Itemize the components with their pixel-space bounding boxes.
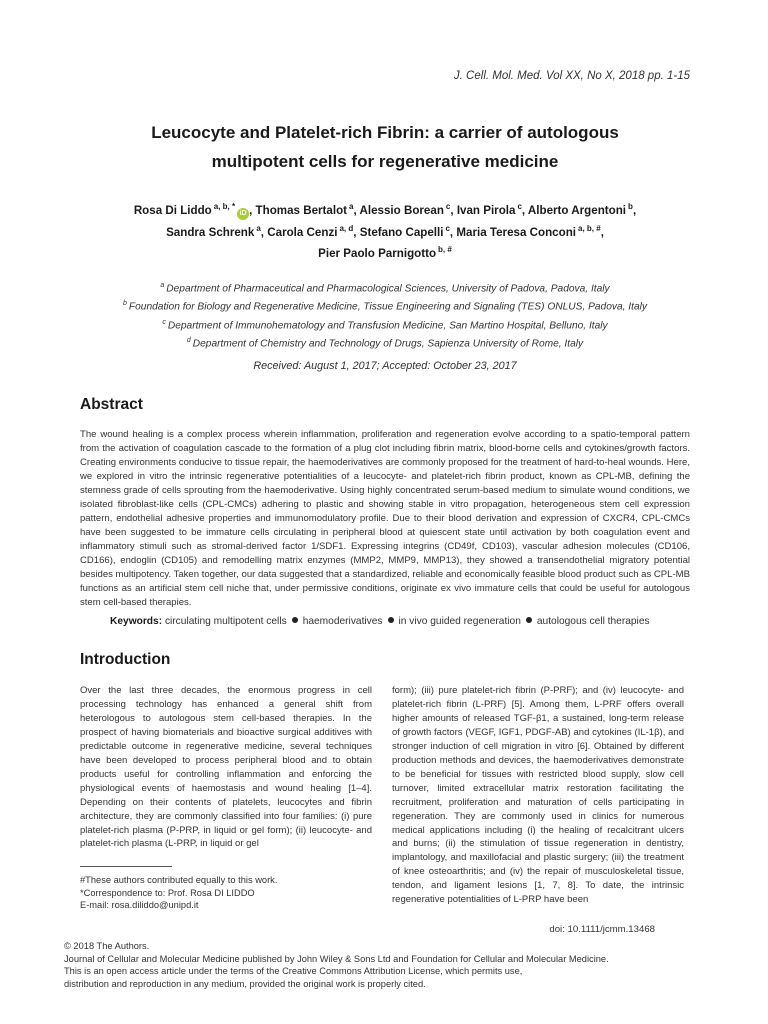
author-sup: b, # xyxy=(438,245,452,255)
keyword: in vivo guided regeneration xyxy=(398,616,521,627)
author-sup: a, b, * xyxy=(213,202,236,211)
author: Maria Teresa Conconi xyxy=(456,225,576,239)
keyword: autologous cell therapies xyxy=(536,616,650,627)
affiliation xyxy=(80,278,690,296)
received-dates: Received: August 1, 2017; Accepted: October 23, 2017 xyxy=(253,360,517,372)
affiliation-sup: a xyxy=(160,282,165,289)
footnote-correspondence: *Correspondence to: Prof. Rosa DI LIDDO xyxy=(80,887,255,898)
intro-column-right xyxy=(392,684,684,907)
author-sup: c xyxy=(517,202,522,211)
abstract-text: The wound healing is a complex process wherein inflammation, proliferation and regeneration evolve according to a spatio-temporal pattern from the activation of coagulation cascade to the formation of a plug clot including fibrin matrix, blood-borne cells and cytokines/growth factors. Creating environments conducive to tissue repair, the haemoderivatives are commonly proposed for the treatment of hard-to-heal wounds. Here, we explored in vitro the intrinsic regenerative potentialities of a leucocyte- and platelet-rich fibrin product, known as CPL-MB, defining the stemness grade of cells sprouting from the haemoderivative. Using highly concentrated serum-based medium to simulate wound conditions, we isolated fibroblast-like cells (CPL-CMCs) adhering to plastic and showing stable in vitro propagation, heterogeneous stem cell expression pattern, endothelial adhesive properties and immunomodulatory profile. Due to their blood derivation and expression of CXCR4, CPL-CMCs have been suggested to be immature cells circulating in peripheral blood at quiescent state until activation by both coagulation event and inflammatory stimuli such as stromal-derived factor 1/SDF1. Expressing integrins (CD49f, CD103), vascular adhesion molecules (CD106, CD166), endoglin (CD105) and remodelling matrix enzymes (MMP2, MMP9, MMP13), they showed a transendothelial migratory potential besides multipotency. Taken together, our data suggested that a standardized, reliable and economically feasible blood product such as CPL-MB functions as an artificial stem cell niche that, under permissive conditions, originate ex vivo immature cells that could be useful for autologous stem cell-based therapies. xyxy=(80,429,690,608)
affiliation-text: Department of Immunohematology and Transfusion Medicine, San Martino Hospital, Belluno, Italy xyxy=(167,320,608,332)
intro-column-left xyxy=(80,684,372,851)
affiliation-sup: d xyxy=(186,337,191,345)
author: Ivan Pirola xyxy=(456,203,516,217)
author: Thomas Bertalot xyxy=(255,203,348,217)
title-line-2: multipotent cells for regenerative medicine xyxy=(211,152,559,171)
keywords xyxy=(110,616,690,627)
abstract-heading: Abstract xyxy=(80,396,143,413)
author: Sandra Schrenk xyxy=(166,225,255,239)
affiliation xyxy=(80,296,690,314)
affiliation-text: Department of Pharmaceutical and Pharmacological Sciences, University of Padova, Padova, Italy xyxy=(166,283,610,295)
introduction-heading: Introduction xyxy=(80,651,171,668)
bullet-icon xyxy=(526,617,532,623)
copyright-line: Journal of Cellular and Molecular Medicine published by John Wiley & Sons Ltd and Foundation for Cellular and Molecular Medicine. xyxy=(64,953,609,964)
footnote-equal-contribution: #These authors contributed equally to this work. xyxy=(80,875,278,885)
copyright-block xyxy=(64,940,694,990)
affiliation-text: Foundation for Biology and Regenerative Medicine, Tissue Engineering and Signaling (TES) ONLUS, Padova, Italy xyxy=(128,301,647,313)
author: Alberto Argentoni xyxy=(527,203,627,217)
author-sup: a xyxy=(349,202,354,211)
keyword: circulating multipotent cells xyxy=(164,616,287,627)
keywords-label: Keywords: xyxy=(110,616,163,627)
orcid-icon[interactable]: iD xyxy=(237,208,249,220)
affiliation-sup: c xyxy=(162,318,166,326)
author: Alessio Borean xyxy=(359,203,444,217)
bullet-icon xyxy=(292,617,298,623)
copyright-line: © 2018 The Authors. xyxy=(64,941,150,951)
doi[interactable]: doi: 10.1111/jcmm.13468 xyxy=(549,924,655,935)
keyword: haemoderivatives xyxy=(302,616,383,627)
copyright-line: This is an open access article under the terms of the Creative Commons Attribution License, which permits use, xyxy=(64,966,523,977)
affiliation-text: Department of Chemistry and Technology of Drugs, Sapienza University of Rome, Italy xyxy=(192,338,584,350)
bullet-icon xyxy=(388,617,394,623)
footnote-divider xyxy=(80,866,172,867)
author-sup: a, d xyxy=(339,223,354,233)
author: Carola Cenzi xyxy=(267,225,338,239)
title-line-1: Leucocyte and Platelet-rich Fibrin: a carrier of autologous xyxy=(151,123,619,142)
article-title xyxy=(80,118,690,176)
footnotes xyxy=(80,874,380,912)
author: Pier Paolo Parnigotto xyxy=(318,247,437,261)
author-sup: c xyxy=(445,223,450,233)
affiliations xyxy=(80,278,690,352)
author-sup: a xyxy=(256,223,261,233)
affiliation xyxy=(80,333,690,351)
intro-paragraph-right: form); (iii) pure platelet-rich fibrin (P-PRF); and (iv) leucocyte- and platelet-rich fibrin (L-PRF) [5]. Among them, L-PRF offers overall higher amounts of released TGF-β1, a sustained, long-term release of growth factors (VEGF, IGF1, PDGF-AB) and cytokines (IL-1β), and stronger induction of cell migration in vitro [6]. Obtained by different production methods and devices, the haemoderivatives demonstrate to be beneficial for tissues with restricted blood supply, slow cell turnover, limited extracellular matrix restoration facilitating the recruitment, proliferation and maturation of cells participating in regeneration. They are commonly used in clinics for numerous medical applications including (i) the healing of recalcitrant ulcers and burns; (ii) the stimulation of tissue regeneration in dentistry, implantology, and maxillofacial and plastic surgery; (iii) the treatment of knee osteoarthritis; and (iv) the repair of musculoskeletal tissue, tendon, and ligament lesions [1, 7, 8]. To date, the intrinsic regenerative potentialities of L-PRP have been xyxy=(392,685,684,906)
journal-citation: J. Cell. Mol. Med. Vol XX, No X, 2018 pp. 1-15 xyxy=(453,70,690,82)
affiliation-sup: b xyxy=(123,300,127,308)
copyright-line: distribution and reproduction in any medium, provided the original work is properly cited. xyxy=(64,978,426,989)
author-sup: c xyxy=(445,202,451,211)
author-sup: b xyxy=(628,202,633,211)
intro-paragraph-left: Over the last three decades, the enormous progress in cell processing technology has enhanced a general shift from heterologous to autologous stem cell-based therapies. In the prospect of having biomaterials and bioactive surgical additives with predictable outcome in regenerative medicine, several techniques have been developed to process peripheral blood and to obtain products useful for controlling inflammation and enforcing the physiological events of haemostasis and wound healing [1–4]. Depending on their contents of platelets, leucocytes and fibrin architecture, they are commonly classified into four families: (i) pure platelet-rich plasma (P-PRP, in liquid or gel form); (ii) leucocyte- and platelet-rich plasma (L-PRP, in liquid or gel xyxy=(80,685,372,850)
author-list: Rosa Di Liddo $^{a, b, *}$iD , Thomas Bertalot $^a$, Alessio Borean $^c$, Ivan Pirola $^c$, Alberto Argentoni $^b$, Sandra Schrenk $^a$, Carola Cenzi $^{a, d}$, Stefano Capelli $^c$, Maria Teresa Conconi $^{a, b, \#}$, Pier Paolo Parnigotto $^{b, \#}$ xyxy=(133,202,637,261)
footnote-email[interactable]: E-mail: rosa.diliddo@unipd.it xyxy=(80,900,199,910)
author: Stefano Capelli xyxy=(359,225,444,239)
affiliation xyxy=(80,315,690,333)
author: Rosa Di Liddo xyxy=(133,203,212,217)
author-sup: a, b, # xyxy=(578,223,601,233)
